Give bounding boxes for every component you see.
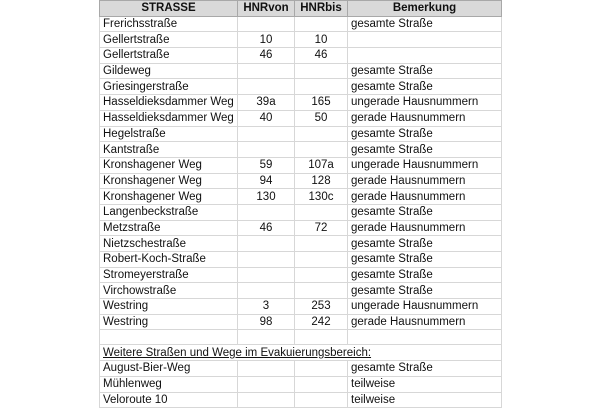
cell-strasse[interactable]: Kronshagener Weg [100,157,238,173]
table-row [100,79,502,95]
cell-hnrvon[interactable] [238,79,295,95]
cell-strasse[interactable]: Frerichsstraße [100,16,238,32]
cell-strasse[interactable]: Langenbeckstraße [100,204,238,220]
table-row [100,189,502,205]
cell-hnrvon[interactable] [238,142,295,158]
table-row-empty [100,330,502,345]
cell-hnrbis[interactable]: 10 [295,32,348,48]
cell-bemerkung[interactable]: gerade Hausnummern [348,314,502,330]
cell-hnrbis[interactable] [295,126,348,142]
cell-hnrvon[interactable] [238,361,295,377]
header-hnrvon[interactable]: HNRvon [238,1,295,17]
cell-hnrbis[interactable]: 50 [295,110,348,126]
cell-hnrvon[interactable] [238,126,295,142]
table-row [100,126,502,142]
header-row [100,1,502,17]
cell-hnrvon[interactable]: 59 [238,157,295,173]
cell-hnrbis[interactable]: 72 [295,220,348,236]
table-row [100,299,502,315]
cell-bemerkung[interactable]: ungerade Hausnummern [348,299,502,315]
cell-hnrvon[interactable] [238,236,295,252]
table-row [100,48,502,64]
cell-hnrbis[interactable] [295,267,348,283]
table-row [100,157,502,173]
cell-hnrbis[interactable]: 253 [295,299,348,315]
cell-hnrbis[interactable]: 107a [295,157,348,173]
cell-hnrvon[interactable] [238,267,295,283]
cell-empty[interactable] [348,330,502,345]
cell-strasse[interactable]: Westring [100,299,238,315]
cell-bemerkung[interactable]: gesamte Straße [348,126,502,142]
cell-strasse[interactable]: Hasseldieksdammer Weg [100,110,238,126]
cell-hnrbis[interactable] [295,376,348,392]
cell-hnrbis[interactable]: 165 [295,95,348,111]
table-row [100,252,502,268]
cell-hnrbis[interactable] [295,283,348,299]
cell-hnrbis[interactable] [295,16,348,32]
spreadsheet [99,0,501,408]
cell-bemerkung[interactable]: gesamte Straße [348,16,502,32]
cell-bemerkung[interactable]: gerade Hausnummern [348,189,502,205]
table-row [100,173,502,189]
cell-bemerkung[interactable]: gesamte Straße [348,79,502,95]
cell-hnrvon[interactable]: 98 [238,314,295,330]
cell-hnrvon[interactable]: 10 [238,32,295,48]
cell-strasse[interactable]: Kronshagener Weg [100,173,238,189]
cell-hnrvon[interactable]: 130 [238,189,295,205]
cell-hnrvon[interactable] [238,16,295,32]
table-row [100,32,502,48]
table-row [100,142,502,158]
header-bemerkung[interactable]: Bemerkung [348,1,502,17]
cell-hnrvon[interactable] [238,376,295,392]
cell-strasse[interactable]: Kantstraße [100,142,238,158]
table-row [100,267,502,283]
cell-bemerkung[interactable]: gerade Hausnummern [348,173,502,189]
cell-empty[interactable] [100,330,238,345]
cell-hnrbis[interactable] [295,79,348,95]
cell-hnrbis[interactable]: 130c [295,189,348,205]
cell-strasse[interactable]: Hasseldieksdammer Weg [100,95,238,111]
cell-bemerkung[interactable]: teilweise [348,376,502,392]
cell-hnrbis[interactable] [295,204,348,220]
cell-hnrbis[interactable] [295,142,348,158]
cell-bemerkung[interactable]: gesamte Straße [348,236,502,252]
section-title[interactable]: Weitere Straßen und Wege im Evakuierungsbereich: [100,345,502,361]
cell-bemerkung[interactable]: gesamte Straße [348,63,502,79]
cell-bemerkung[interactable]: ungerade Hausnummern [348,157,502,173]
cell-hnrvon[interactable] [238,283,295,299]
table-row [100,283,502,299]
cell-strasse[interactable]: Hegelstraße [100,126,238,142]
cell-bemerkung[interactable]: gesamte Straße [348,361,502,377]
cell-strasse[interactable]: Gellertstraße [100,48,238,64]
cell-strasse[interactable]: Stromeyerstraße [100,267,238,283]
cell-bemerkung[interactable]: ungerade Hausnummern [348,95,502,111]
cell-hnrbis[interactable] [295,252,348,268]
cell-bemerkung[interactable]: gerade Hausnummern [348,220,502,236]
cell-hnrbis[interactable]: 128 [295,173,348,189]
cell-bemerkung[interactable]: gesamte Straße [348,204,502,220]
cell-hnrvon[interactable]: 3 [238,299,295,315]
cell-strasse[interactable]: Robert-Koch-Straße [100,252,238,268]
cell-strasse[interactable]: Griesingerstraße [100,79,238,95]
cell-hnrvon[interactable]: 39a [238,95,295,111]
cell-hnrvon[interactable] [238,63,295,79]
table-row [100,314,502,330]
table-row [100,220,502,236]
cell-bemerkung[interactable]: gesamte Straße [348,142,502,158]
header-hnrbis[interactable]: HNRbis [295,1,348,17]
cell-strasse[interactable]: Gildeweg [100,63,238,79]
table-row [100,16,502,32]
cell-bemerkung[interactable] [348,48,502,64]
cell-strasse[interactable]: Kronshagener Weg [100,189,238,205]
cell-bemerkung[interactable]: gerade Hausnummern [348,110,502,126]
cell-strasse[interactable]: Metzstraße [100,220,238,236]
cell-bemerkung[interactable]: gesamte Straße [348,252,502,268]
cell-empty[interactable] [295,330,348,345]
cell-hnrbis[interactable] [295,361,348,377]
cell-hnrbis[interactable]: 242 [295,314,348,330]
cell-strasse[interactable]: Virchowstraße [100,283,238,299]
cell-hnrvon[interactable]: 46 [238,48,295,64]
cell-bemerkung[interactable]: teilweise [348,392,502,408]
cell-hnrbis[interactable]: 46 [295,48,348,64]
cell-hnrbis[interactable] [295,236,348,252]
cell-strasse[interactable]: Nietzschestraße [100,236,238,252]
cell-hnrvon[interactable]: 94 [238,173,295,189]
cell-hnrvon[interactable] [238,252,295,268]
table-row [100,95,502,111]
cell-hnrvon[interactable] [238,204,295,220]
section-row [100,345,502,361]
cell-strasse[interactable]: Veloroute 10 [100,392,238,408]
table-row [100,204,502,220]
cell-empty[interactable] [238,330,295,345]
table-row [100,63,502,79]
cell-hnrvon[interactable]: 40 [238,110,295,126]
cell-bemerkung[interactable]: gesamte Straße [348,283,502,299]
cell-hnrvon[interactable]: 46 [238,220,295,236]
cell-strasse[interactable]: Westring [100,314,238,330]
street-table [99,0,502,408]
cell-strasse[interactable]: August-Bier-Weg [100,361,238,377]
cell-hnrbis[interactable] [295,63,348,79]
header-strasse[interactable]: STRASSE [100,1,238,17]
cell-strasse[interactable]: Mühlenweg [100,376,238,392]
table-row [100,236,502,252]
table-row [100,110,502,126]
table-row [100,376,502,392]
cell-bemerkung[interactable] [348,32,502,48]
table-row [100,361,502,377]
cell-strasse[interactable]: Gellertstraße [100,32,238,48]
cell-bemerkung[interactable]: gesamte Straße [348,267,502,283]
